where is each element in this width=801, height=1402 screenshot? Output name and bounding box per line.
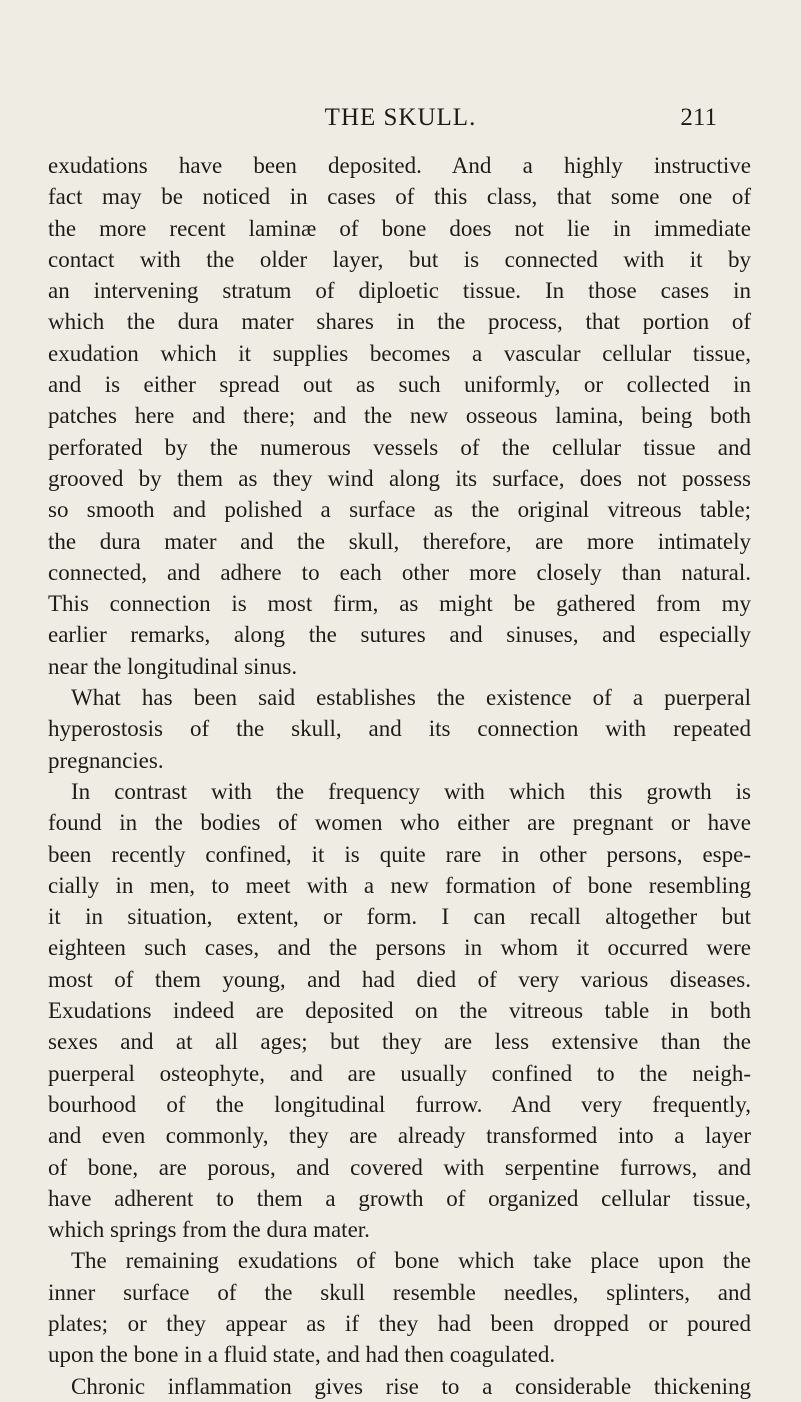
paragraph-start-line: Chronic inflammation gives rise to a considerable thickening [71,1373,751,1399]
text-line: and is either spread out as such uniformly, or collected in [48,372,751,398]
text-line: exudation which it supplies becomes a vascular cellular tissue, [48,340,751,366]
text-line: puerperal osteophyte, and are usually confined to the neigh- [48,1060,751,1086]
text-line: hyperostosis of the skull, and its connection with repeated [48,716,751,742]
text-line: grooved by them as they wind along its surface, does not possess [48,465,751,491]
running-head [0,100,801,136]
text-line: sexes and at all ages; but they are less extensive than the [48,1029,751,1055]
text-line: fact may be noticed in cases of this class, that some one of [48,184,751,210]
paragraph-end-line: upon the bone in a fluid state, and had then coagulated. [48,1342,556,1368]
text-line: earlier remarks, along the sutures and sinuses, and especially [48,622,751,648]
text-line: been recently confined, it is quite rare in other persons, espe- [48,841,751,867]
paragraph-end-line: which springs from the dura mater. [48,1217,370,1243]
page-number: 211 [680,104,717,131]
text-line: which the dura mater shares in the process, that portion of [48,309,751,335]
text-line: and even commonly, they are already transformed into a layer [48,1123,751,1149]
text-line: have adherent to them a growth of organized cellular tissue, [48,1185,751,1211]
paragraph-start-line: What has been said establishes the existence of a puerperal [71,685,751,711]
text-line: most of them young, and had died of very various diseases. [48,966,751,992]
text-line: perforated by the numerous vessels of the cellular tissue and [48,434,751,460]
text-line: exudations have been deposited. And a highly instructive [48,153,751,178]
text-line: plates; or they appear as if they had been dropped or poured [48,1310,751,1336]
text-line: This connection is most firm, as might be gathered from my [48,591,751,617]
text-line: contact with the older layer, but is connected with it by [48,246,751,272]
text-line: Exudations indeed are deposited on the vitreous table in both [48,998,751,1024]
text-line: connected, and adhere to each other more closely than natural. [48,559,751,585]
text-line: cially in men, to meet with a new formation of bone resembling [48,872,751,898]
text-line: so smooth and polished a surface as the original vitreous table; [48,497,751,523]
paragraph-end-line: near the longitudinal sinus. [48,653,298,679]
text-line: an intervening stratum of diploetic tissue. In those cases in [48,278,751,304]
body-text [48,150,751,1402]
running-title: THE SKULL. [324,104,477,131]
text-line: eighteen such cases, and the persons in whom it occurred were [48,935,751,961]
text-line: the more recent laminæ of bone does not lie in immediate [48,215,751,241]
text-line: found in the bodies of women who either are pregnant or have [48,810,751,836]
text-line: of bone, are porous, and covered with serpentine furrows, and [48,1154,751,1180]
text-line: it in situation, extent, or form. I can recall altogether but [48,904,751,930]
text-line: inner surface of the skull resemble needles, splinters, and [48,1279,751,1305]
text-line: bourhood of the longitudinal furrow. And very frequently, [48,1091,751,1117]
paragraph-end-line: pregnancies. [48,747,164,773]
text-line: the dura mater and the skull, therefore, are more intimately [48,528,751,554]
paragraph-start-line: The remaining exudations of bone which take place upon the [71,1248,751,1274]
text-line: patches here and there; and the new osseous lamina, being both [48,403,751,429]
paragraph-start-line: In contrast with the frequency with which this growth is [71,778,751,804]
